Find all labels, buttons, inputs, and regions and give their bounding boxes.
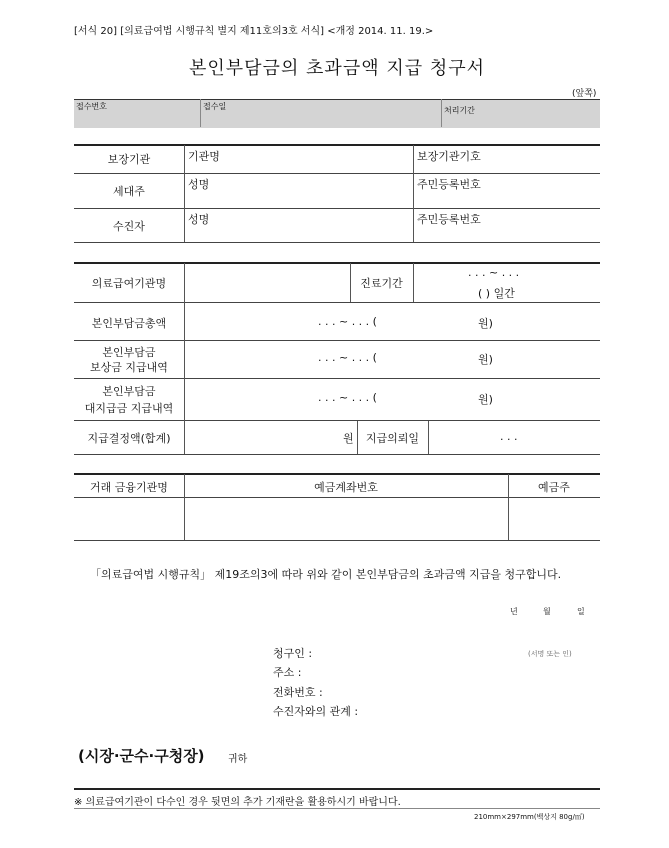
- recipient-label: 수진자: [113, 220, 145, 233]
- table-border: [74, 340, 600, 341]
- table-border: [428, 421, 429, 454]
- request-date-value: . . .: [500, 430, 518, 443]
- account-holder-label: 예금주: [538, 481, 570, 494]
- recipient-rrn-label: 주민등록번호: [417, 213, 481, 226]
- reception-divider: [441, 99, 442, 127]
- table-border: [74, 144, 600, 146]
- bank-name-label: 거래 금융기관명: [90, 481, 168, 494]
- claimant-label: 청구인 :: [273, 647, 313, 660]
- org-code-label: 보장기관기호: [417, 150, 481, 163]
- footer-note: ※ 의료급여기관이 다수인 경우 뒷면의 추가 기재란을 활용하시기 바랍니다.: [74, 797, 401, 808]
- table-border: [74, 454, 600, 455]
- account-number-label: 예금계좌번호: [314, 481, 378, 494]
- receipt-date-label: 접수일: [203, 102, 227, 111]
- request-date-label: 지급의뢰일: [365, 432, 420, 445]
- table-border: [184, 145, 185, 242]
- treatment-period-range: . . . ~ . . .: [468, 266, 520, 279]
- declaration-text: 「의료급여법 시행규칙」 제19조의3에 따라 위와 같이 본인부담금의 초과금액 지급을 청구합니다.: [90, 568, 562, 581]
- page-title: 본인부담금의 초과금액 지급 청구서: [189, 58, 485, 79]
- date-year: 년: [510, 607, 518, 616]
- compensation-won: 원): [478, 353, 493, 366]
- receipt-number-label: 접수번호: [76, 102, 107, 111]
- relation-label: 수진자와의 관계 :: [273, 705, 359, 718]
- date-month: 월: [543, 607, 551, 616]
- table-border: [74, 242, 600, 243]
- household-rrn-label: 주민등록번호: [417, 178, 481, 191]
- total-copay-label: 본인부담금총액: [91, 317, 167, 330]
- phone-label: 전화번호 :: [273, 686, 323, 699]
- table-border: [74, 173, 600, 174]
- paper-spec: 210mm×297mm(백상지 80g/㎡): [474, 813, 585, 821]
- footer-rule: [74, 788, 600, 790]
- substitute-label-line1: 본인부담금: [102, 385, 156, 398]
- table-border: [74, 540, 600, 541]
- total-copay-won: 원): [478, 317, 493, 330]
- table-border: [74, 420, 600, 421]
- signature-note: (서명 또는 인): [528, 650, 572, 658]
- table-border: [184, 263, 185, 454]
- substitute-won: 원): [478, 393, 493, 406]
- compensation-label-line2: 보상금 지급내역: [90, 361, 168, 374]
- total-copay-value: . . . ~ . . . (: [318, 315, 377, 328]
- addressee-honorific: 귀하: [228, 754, 248, 765]
- reception-bar: [74, 99, 600, 128]
- table-border: [413, 263, 414, 302]
- recipient-name-label: 성명: [188, 213, 210, 226]
- table-border: [74, 208, 600, 209]
- treatment-period-label: 진료기간: [360, 277, 403, 290]
- processing-period-label: 처리기간: [444, 106, 475, 115]
- table-border: [74, 378, 600, 379]
- decided-amount-label: 지급결정액(합계): [87, 432, 171, 445]
- table-border: [74, 497, 600, 498]
- substitute-value: . . . ~ . . . (: [318, 391, 377, 404]
- household-name-label: 성명: [188, 178, 210, 191]
- address-label: 주소 :: [273, 666, 302, 679]
- compensation-value: . . . ~ . . . (: [318, 351, 377, 364]
- form-reference: [서식 20] [의료급여법 시행규칙 별지 제11호의3호 서식] <개정 2014. 11. 19.>: [74, 26, 434, 37]
- substitute-label-line2: 대지급금 지급내역: [84, 402, 174, 415]
- table-border: [74, 302, 600, 303]
- decided-amount-unit: 원: [343, 432, 354, 445]
- table-border: [413, 145, 414, 242]
- guarantor-label: 보장기관: [107, 153, 151, 166]
- treatment-period-days: ( ) 일간: [478, 287, 515, 300]
- page-side-note: (앞쪽): [572, 89, 597, 99]
- org-name-label: 기관명: [188, 150, 220, 163]
- table-border: [74, 473, 600, 475]
- reception-divider: [200, 99, 201, 127]
- footer-rule: [74, 808, 600, 809]
- addressee-office: (시장·군수·구청장): [78, 747, 205, 765]
- institution-label: 의료급여기관명: [91, 277, 167, 290]
- compensation-label-line1: 본인부담금: [102, 346, 156, 359]
- table-border: [74, 262, 600, 264]
- date-day: 일: [577, 607, 585, 616]
- household-head-label: 세대주: [113, 185, 145, 198]
